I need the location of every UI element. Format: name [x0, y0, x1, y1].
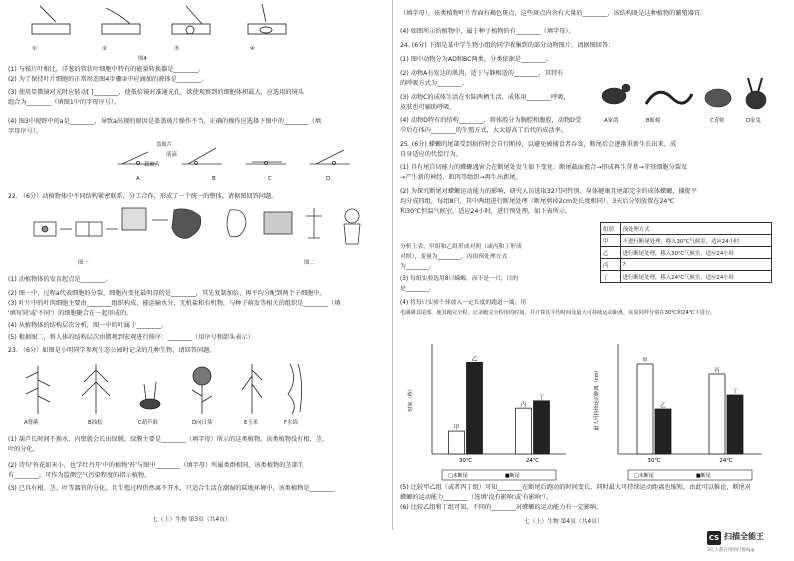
fig-one-label: 图一 — [78, 260, 89, 266]
x-tick-label: 30℃ — [458, 458, 473, 464]
spirogyra — [288, 364, 302, 414]
sunflower — [193, 367, 211, 385]
slide-label: 载玻片 — [144, 162, 161, 168]
scanner-name: 扫描全能王 — [724, 532, 764, 541]
frog — [705, 89, 731, 107]
legend-broken: ■断尾 — [696, 473, 711, 479]
page-divider — [392, 0, 393, 530]
q25-analysis-2: 对照），变量为________，丙组预处理方式 — [400, 254, 508, 260]
page-4 — [400, 0, 778, 530]
fig-4-caption: 图4 — [138, 56, 147, 62]
q25-3b: 是________。 — [400, 286, 435, 292]
animal-b: B蚯蚓 — [646, 118, 661, 124]
table-cell: 不进行断尾处理，移入30℃气候室，适应24小时 — [620, 235, 771, 247]
table-head-method: 预处理方式 — [620, 223, 771, 235]
page-3 — [8, 0, 386, 530]
animal-d: D家兔 — [746, 118, 761, 124]
q25-1b: →产生新的神经、肌肉等组织→再生出新尾。 — [400, 174, 522, 181]
plant-figures — [22, 360, 322, 416]
plant-f: F水绵 — [284, 420, 298, 426]
option-d: D — [326, 176, 331, 182]
table-row — [601, 235, 772, 247]
q25-title-b: 自身适应的代偿行为。 — [400, 151, 462, 158]
table-cell: 进行断尾处理，移入24℃气候室，适应24小时 — [620, 271, 771, 283]
q25-3: (3) 每组实验选用8只蝾螈，而不是一只，目的 — [400, 276, 519, 282]
bar-label: 乙 — [660, 403, 666, 409]
slide-3 — [172, 24, 210, 34]
table-cell: 丁 — [601, 271, 621, 283]
figure-one-two — [32, 204, 372, 258]
bar-未断尾 — [709, 374, 725, 454]
q22-2: (2) 图一中，过程a代表细胞的分裂，细胞内变化最明显的是________，其先复制加倍，再平均分配到两个子细胞中。 — [8, 290, 326, 297]
q24-4b: 孕后在体内________的生殖方式，大大提高了后代的成活率。 — [400, 127, 568, 134]
earthworm — [646, 92, 692, 104]
q23-title: 23. （6分）如图是小明同学参观生态公园时记录的几种生物，请回答问题。 — [8, 347, 216, 354]
slide-1 — [32, 24, 70, 34]
stain-4 — [260, 27, 272, 33]
bar-断尾 — [727, 395, 743, 454]
page-4-footer: 七（上）生物 第4页（共4页） — [524, 519, 603, 525]
q24-3b: 皮肤也可辅助呼吸。 — [400, 104, 456, 111]
fig-step-4: ④ — [250, 46, 255, 52]
coverslip-options — [112, 136, 362, 174]
bar-label: 丁 — [538, 394, 545, 401]
q25-5: (5) 比较甲乙组（或者丙丁组）可知________在断尾后跑动的时间变长，同时最大可持续运动距离也缩短，由此可以推论，断尾对 — [400, 484, 752, 491]
plant-a: A肾蕨 — [24, 420, 39, 426]
bar-label: 甲 — [642, 358, 648, 364]
needle-3 — [186, 6, 202, 24]
pretreatment-table — [600, 222, 772, 283]
plant-c: C葫芦藓 — [138, 420, 158, 426]
q21-3b: 组合为________（填图1中的字母序号）。 — [8, 99, 121, 106]
q21-1: (1) 与镊片叶相比，洋葱的管状叶细胞中特有的能量转换器是________。 — [8, 66, 205, 73]
q25-title: 25. (6分) 蝾螈的尾部受到损伤时会自行断掉，以避免被捕食者吞食，断尾后会逐渐重新生长出来，成 — [400, 141, 677, 148]
legend-unbroken: □未断尾 — [448, 473, 468, 479]
forceps-2 — [106, 8, 130, 24]
droplet-3 — [186, 26, 194, 34]
plant-b: B油松 — [88, 420, 103, 426]
q23-3: (3) 已具有根、茎、叶等器官的分化，且生殖过程仍然离不开水，只适合生活在潮湿的陆地环境中，该类植物是________ — [8, 485, 335, 492]
tissue-block — [122, 208, 146, 230]
q23-1: (1) 葫芦长时间不换水，内壁就会长出绿膜，绿膜主要是________（填字母）所示的这类植物，该类植物没有根、茎、 — [8, 436, 329, 443]
chart-distance — [590, 334, 770, 484]
plant-d: D向日葵 — [192, 420, 213, 426]
x-tick-label: 24℃ — [525, 458, 540, 464]
table-row — [601, 247, 772, 259]
animal-c: C青蛙 — [710, 118, 725, 124]
option-b: B — [212, 176, 216, 182]
page-3-footer: 七（上）生物 第3页（共4页） — [152, 517, 231, 523]
y-axis-label: 时间（秒） — [408, 386, 414, 412]
q23-2: (2) 诗句'苔花如米小，也学牡丹开'中的植物'苔'与图中________（填字母）所属类群相同，该类植物的茎部生 — [8, 462, 304, 469]
figure-4-procedure — [26, 2, 306, 60]
scanner-badge: CS — [707, 531, 721, 545]
bar-未断尾 — [516, 408, 532, 454]
droplet-label: 液滴 — [166, 152, 177, 158]
table-row — [601, 271, 772, 283]
bar-label: 丙 — [714, 368, 720, 374]
q25-5b: 蝾螈的运动能力________（选填'没有影响'或'有影响'）。 — [400, 494, 553, 501]
q24-1: (1) 图中动物分为AD和BC两类，分类依据是________。 — [400, 56, 552, 63]
table-cell: 甲 — [601, 235, 621, 247]
fig-step-3: ③ — [174, 46, 179, 52]
y-axis-label: 最大可持续运动距离（cm） — [594, 367, 600, 431]
q24-2b: 的呼吸方式为________。 — [400, 80, 469, 87]
table-cell: 乙 — [601, 247, 621, 259]
q22-1: (1) 动植物体的发育起点是________。 — [8, 276, 112, 283]
dropper-4 — [262, 4, 266, 22]
q23-4: (4) 如图所示的植物中，属于种子植物的有________（填字母）。 — [400, 28, 575, 35]
corn — [242, 364, 262, 414]
rabbit — [746, 91, 766, 109]
bar-断尾 — [655, 409, 671, 454]
q25-2: (2) 为探究断尾对蝾螈运动能力的影响，研究人员选取32只同性别、身体健康且尾部完全的成体蝾螈，捕捉平 — [400, 188, 698, 195]
dropper-1 — [40, 6, 56, 22]
pine — [82, 364, 110, 414]
q23-1b: 叶的分化。 — [8, 446, 39, 453]
pigeon — [602, 88, 626, 104]
bar-label: 乙 — [471, 356, 478, 363]
bar-label: 甲 — [453, 425, 460, 432]
q25-2b: 均分成四组，每组8只，其中两组进行断尾处理（断尾剪掉2cm处长度相同），3天后分别放置在24℃ — [400, 198, 675, 205]
q22-5: (5) 根据图二，将人体的结构层次由微观到宏观进行排序：________（用序号和箭头表示） — [8, 334, 254, 341]
q25-analysis-1: 分析上表，甲组和乙组形成对照（或丙和丁形成 — [400, 244, 522, 250]
chart-time — [404, 334, 574, 484]
q25-1: (1) 具有尾自切能力的蝾螈遇害会在断尾处发生如下变化：断尾截面愈合→形成再生芽基→芽基细胞分裂及 — [400, 164, 688, 171]
tissue-2 — [264, 212, 292, 234]
fig-step-1: ① — [32, 46, 37, 52]
bar-label: 丙 — [520, 402, 527, 409]
q25-4b: 毛刷刷其尾部，使其跑完全程，记录跑完全程用的时间，并计算其平均时间及最大可持续运动距离，实验同样分别在30℃和24℃下进行， — [400, 310, 716, 316]
q21-2: (2) 为了保持叶片细胞的正常形态图4步骤②中应滴加的液体是________。 — [8, 76, 208, 83]
q25-2c: 和30℃恒温气候室，适应24小时，进行预处理，如下表所示。 — [400, 208, 572, 215]
q21-3: (3) 使用显微镜对光时应转动[ ]________，使低倍镜对准通光孔。欲使观察到的细胞体积最大，应选用的镜头 — [8, 89, 304, 96]
q25-6: (6) 比较乙组和丁组可知，不同的________对蝾螈的运动能力有一定影响。 — [400, 504, 603, 511]
x-tick-label: 24℃ — [719, 458, 733, 464]
stomach — [227, 210, 246, 237]
plant-e: E玉米 — [244, 420, 259, 426]
q24-4: (4) 动物D特有的结构________，将体腔分为胸腔和腹腔，动物D受 — [400, 117, 582, 124]
coverslip-label: 盖玻片 — [156, 142, 173, 148]
table-head-row — [601, 223, 772, 235]
body-system — [306, 208, 322, 238]
option-c: C — [268, 176, 272, 182]
table-cell: 进行断尾处理，移入30℃气候室，适应24小时 — [620, 247, 771, 259]
leaf — [172, 209, 201, 238]
table-cell: ? — [620, 259, 771, 271]
moss — [140, 399, 160, 409]
table-cell: 丙 — [601, 259, 621, 271]
slide-4 — [248, 24, 286, 34]
table-row — [601, 259, 772, 271]
q22-3: (3) 叶片中的叶肉细胞主要由________组织构成，能运输水分、无机盐和有机物，与种子萌发等相关的组织是________（填 — [8, 300, 341, 307]
x-tick-label: 30℃ — [647, 458, 661, 464]
q24-2: (2) 动物A有发达的肌肉，适于与静相适的________，其特有 — [400, 70, 564, 77]
q24-title: 24. (6分) 下图是某中学生物小组的同学收集到的部分动物图片，请据图回答： — [400, 42, 615, 49]
option-a: A — [136, 176, 140, 182]
q25-analysis-3: 为________。 — [400, 264, 435, 270]
q24-3: (3) 动物C的成体生活在水陆两栖生活，成体用________呼吸， — [400, 94, 570, 101]
q22-4: (4) 从植物体的结构层次分析，图一中的叶属于________。 — [8, 322, 168, 329]
q22-title: 22. （6分）动植物体中不同结构紧密联系，分工合作，形成了一个统一的整体。请据图回答问题。 — [8, 193, 278, 200]
bar-断尾 — [534, 401, 550, 454]
fig-step-2: ② — [102, 46, 107, 52]
scanner-watermark — [707, 529, 791, 557]
animal-figures — [596, 76, 772, 116]
bar-断尾 — [467, 362, 483, 454]
person-head — [345, 209, 359, 223]
fig-two-label: 图二 — [304, 260, 315, 266]
q23-2b: 有________，可作为监测空气污染程度的指示植物。 — [8, 472, 151, 479]
q21-4b: 字母序号）。 — [8, 128, 43, 135]
bar-未断尾 — [637, 364, 653, 454]
fern — [26, 366, 50, 414]
table-head-group: 组别 — [601, 223, 621, 235]
q23-3c: （填字母）。该类植物叶片背面有褐色斑点，这些斑点内含有大量的________，该结构既是这种植物的繁殖器官。 — [400, 10, 707, 17]
q21-4: (4) 图3中视野中的a是________，导致a出现的原因是盖盖玻片操作不当，正确的操作应选择下图中的________（填 — [8, 118, 322, 125]
legend-unbroken: □未断尾 — [634, 473, 654, 479]
bar-未断尾 — [449, 431, 465, 454]
legend-broken: ■断尾 — [505, 473, 520, 479]
scanner-tagline: 3亿人都在用的扫描App — [707, 548, 755, 553]
bar-label: 丁 — [732, 389, 738, 395]
q22-3b: '填写同'或'不同'）的细胞聚合在一起形成的。 — [8, 310, 133, 317]
animal-a: A家鸽 — [604, 118, 619, 124]
slide-2 — [102, 24, 140, 34]
q25-4: (4) 将每只实验个体放入一定长度的跑道一端，用 — [400, 300, 526, 306]
